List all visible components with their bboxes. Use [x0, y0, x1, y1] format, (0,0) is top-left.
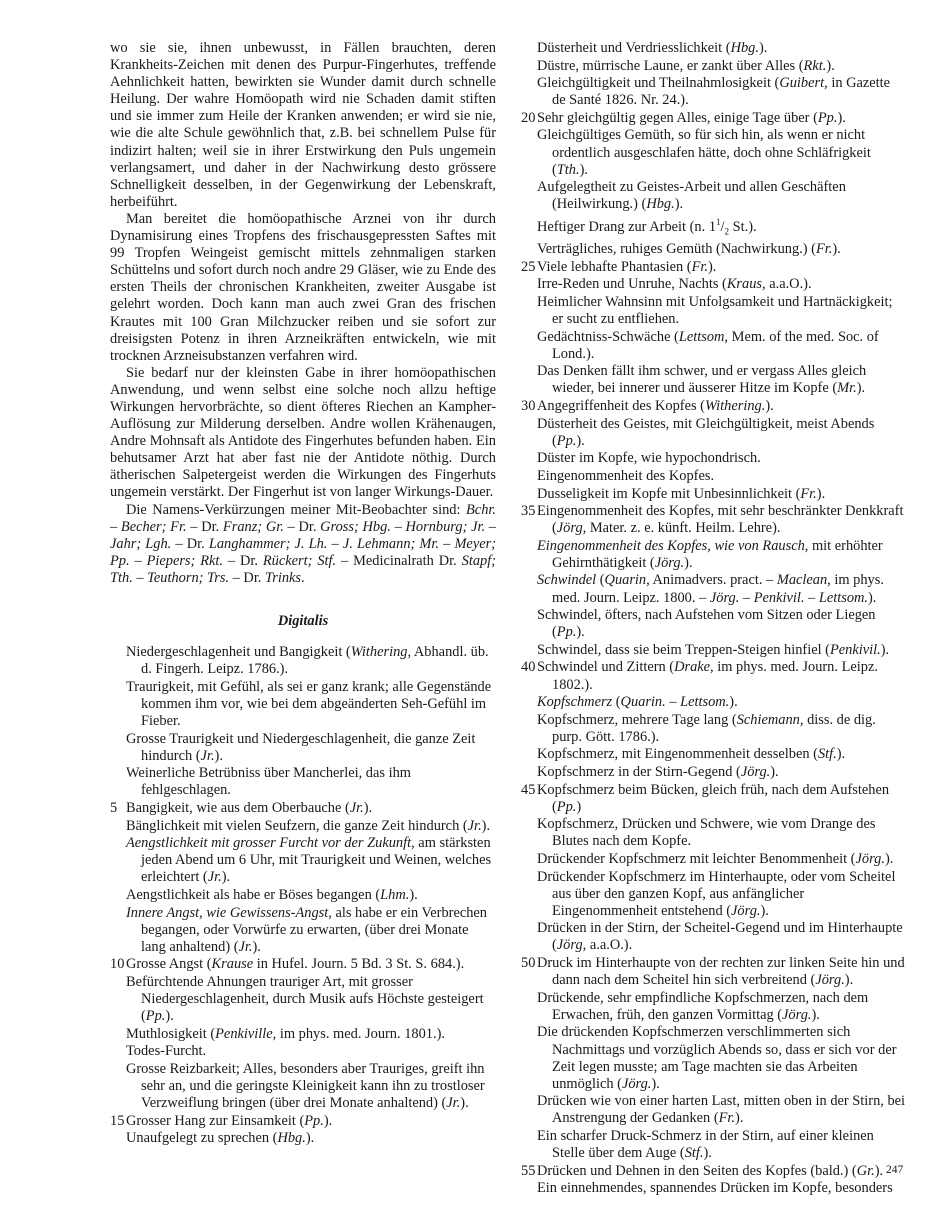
symptom-entry [521, 259, 906, 276]
symptom-text: Drücken und Dehnen in den Seiten des Kopfes (bald.) ( [537, 1162, 857, 1179]
symptom-text: Eingenommenheit des Kopfes. [537, 467, 715, 484]
symptom-text: Eingenommenheit des Kopfes, mit sehr beschränkter Denkkraft ( [537, 503, 904, 537]
symptom-entry [521, 503, 906, 537]
symptom-text: Jr. [207, 869, 222, 886]
symptom-entry [521, 329, 906, 363]
symptom-text: Irre-Reden und Unruhe, Nachts ( [537, 276, 727, 293]
symptom-entry [110, 1130, 496, 1147]
symptom-text: ). [363, 799, 373, 816]
symptom-text: Jr. [238, 938, 253, 955]
symptom-entry [110, 1026, 496, 1043]
symptom-entry [521, 990, 906, 1024]
symptom-entry [110, 835, 496, 886]
symptom-text: Jr. [200, 747, 215, 764]
symptom-entry [521, 363, 906, 397]
symptom-text: Kopfschmerz, Drücken und Schwere, wie vom Drange des Blutes nach dem Kopfe. [537, 816, 876, 850]
symptom-text: Schwindel, öfters, nach Aufstehen vom Sitzen oder Liegen ( [537, 607, 876, 641]
symptom-text: Druck im Hinterhaupte von der rechten zur linken Seite hin und dann nach dem Scheitel hin sich verbreitend ( [537, 955, 905, 989]
symptom-text: Pp. [817, 109, 838, 126]
symptom-text: ). [735, 1110, 744, 1127]
symptom-text: Aengstlichkeit als habe er Böses begangen ( [126, 886, 381, 903]
symptom-text: Jörg. [782, 1006, 812, 1023]
symptom-text: Kraus, [726, 276, 766, 293]
symptom-entry [521, 746, 906, 763]
symptom-text: Düsterheit und Verdriesslichkeit ( [537, 40, 731, 56]
symptom-entry [521, 241, 906, 258]
symptom-text: ). [703, 1145, 712, 1162]
symptom-text: Withering. [704, 398, 766, 415]
symptom-text: ). [651, 1075, 660, 1092]
intro-paragraph: wo sie sie, ihnen unbewusst, in Fällen brauchten, deren Krankheits-Zeichen mit denen des Purpur-Fingerhutes, treffende Aehnlichkeit hatten, bewirkten sie Wunder damit durch schnelle Heilung. Der wahre Homöopath wird nie Schaden damit stiften und sie immer zum Heile der Kranken anwenden; er wird sie nie, wie die alte Schule gewöhnlich that, z.B. bei schnellem Pulse für indizirt halten; weil sie in ihrer Erstwirkung den Puls ungemein verlangsamert, und daher in der Nachwirkung desto grössere Schnelligkeit desselben, in der Gegenwirkung der Lebenskraft, herbeiführt. [110, 40, 496, 210]
abbrev-text: – Dr. [283, 518, 321, 535]
symptom-text: , als habe er ein Verbrechen begangen, oder Vorwürfe zu erwarten, (über drei Monate lang anhaltend) ( [141, 904, 488, 955]
symptom-entry [521, 538, 906, 572]
right-column [521, 40, 906, 1198]
symptom-text: Niedergeschlagenheit und Bangigkeit ( [126, 644, 351, 661]
symptom-text: Pp. [145, 1008, 166, 1025]
symptom-entry [521, 659, 906, 693]
symptom-entry [521, 920, 906, 954]
symptom-text: Hbg. [277, 1130, 306, 1147]
symptom-text: Guibert, [779, 75, 828, 92]
symptom-text: ). [221, 869, 231, 886]
symptom-text: Drückender Kopfschmerz mit leichter Benommenheit ( [537, 850, 856, 867]
symptom-text: Gr. [856, 1162, 875, 1179]
symptom-entry [521, 468, 906, 485]
symptom-text: Jr. [349, 799, 364, 816]
symptom-entry [521, 1180, 906, 1197]
symptom-text: Hbg. [646, 196, 675, 213]
abbrev-text: . [301, 569, 305, 586]
symptom-entry [521, 40, 906, 57]
symptom-text: Kopfschmerz, mehrere Tage lang ( [537, 711, 737, 728]
symptom-entry [521, 607, 906, 641]
symptom-text: Schwindel [537, 572, 597, 589]
symptom-text: Heftiger Drang zur Arbeit (n. 1 [537, 218, 717, 235]
symptom-entry [521, 955, 906, 989]
symptom-text: Schiemann, [736, 711, 804, 728]
symptom-entry [110, 905, 496, 956]
symptom-text: ). [460, 1095, 469, 1112]
line-number: 55 [521, 1162, 536, 1179]
symptom-text: Kopfschmerz [537, 694, 613, 711]
symptom-text: Quarin. – Lettsom. [620, 694, 730, 711]
symptom-text: Fr. [691, 258, 708, 275]
symptom-text: Fr. [800, 485, 817, 502]
symptom-entry [521, 214, 906, 241]
symptom-text: Drückende, sehr empfindliche Kopfschmerzen, nach dem Erwachen, früh, den ganzen Vormittag ( [537, 989, 869, 1023]
symptom-text: ). [811, 1006, 820, 1023]
symptom-text: Mr. [837, 380, 857, 397]
symptom-text: Jr. [446, 1095, 461, 1112]
abbrev-text: – Dr. [186, 518, 223, 535]
symptom-entry [521, 869, 906, 920]
symptom-entry [521, 1093, 906, 1127]
line-number: 40 [521, 659, 536, 676]
symptom-entry [521, 294, 906, 328]
symptom-text: Jörg. [740, 764, 771, 781]
symptom-text: Mater. z. e. künft. Heilm. Lehre). [586, 520, 781, 537]
symptom-text: Jörg, [556, 937, 587, 954]
symptom-text: Kopfschmerz in der Stirn-Gegend ( [537, 764, 741, 781]
section-heading: Digitalis [277, 613, 329, 629]
symptom-text: ). [323, 1112, 333, 1129]
symptom-entry [110, 765, 496, 799]
symptom-text: Weinerliche Betrübniss über Mancherlei, das ihm fehlgeschlagen. [126, 765, 411, 799]
abbrev-text: – Medicinalrath Dr. [336, 552, 462, 569]
abbrev-text: Franz; Gr. [222, 518, 284, 535]
symptom-text: Todes-Furcht. [126, 1043, 207, 1060]
line-number: 35 [521, 503, 536, 520]
abbrev-text: Trinks [265, 569, 302, 586]
symptom-text: Pp. [304, 1112, 324, 1129]
symptom-text: Quarin, [604, 572, 650, 589]
left-column [110, 40, 496, 1148]
symptom-entry [521, 694, 906, 711]
symptom-entry [521, 1163, 906, 1180]
symptom-text: Viele lebhafte Phantasien ( [537, 258, 692, 275]
symptom-text: Düsterheit des Geistes, mit Gleichgültigkeit, meist Abends ( [537, 415, 875, 449]
symptom-text: Ein einnehmendes, spannendes Drücken im Kopfe, besonders [537, 1180, 893, 1197]
symptom-text: Hbg. [730, 40, 759, 56]
abbrev-text: – Dr. [171, 535, 209, 552]
symptom-text: Düstre, mürrische Laune, er zankt über Alles ( [537, 57, 804, 74]
symptom-entry [521, 110, 906, 127]
line-number: 10 [110, 956, 125, 973]
symptom-text: ). [481, 817, 491, 834]
symptom-text: Dusseligkeit im Kopfe mit Unbesinnlichkeit ( [537, 485, 801, 502]
symptom-text: Stf. [817, 746, 837, 763]
symptom-text: ). [880, 641, 890, 658]
symptom-text: ). [684, 554, 693, 571]
symptom-text: Eingenommenheit des Kopfes, wie von Rausch [537, 537, 805, 554]
symptom-entry [110, 1061, 496, 1112]
symptom-entry [521, 764, 906, 781]
symptom-entry [521, 1128, 906, 1162]
symptom-entry [521, 642, 906, 659]
symptom-text: ). [576, 624, 585, 641]
symptom-text: ). [674, 196, 684, 213]
symptom-entry [110, 974, 496, 1025]
symptom-text: ). [884, 850, 894, 867]
symptom-text: Schwindel, dass sie beim Treppen-Steigen hinfiel ( [537, 641, 830, 658]
symptom-text: a.a.O.). [765, 276, 812, 293]
symptom-entry [110, 800, 496, 817]
symptom-text: Jörg. [815, 972, 845, 989]
symptom-text: Angegriffenheit des Kopfes ( [537, 398, 705, 415]
symptom-text: Abhandl. üb. d. Fingerh. Leipz. 1786.). [141, 644, 489, 678]
symptom-text: Düster im Kopfe, wie hypochondrisch. [537, 450, 761, 467]
symptom-text: Drücken in der Stirn, der Scheitel-Gegend und im Hinterhaupte ( [537, 920, 903, 954]
symptom-entry [110, 956, 496, 973]
symptom-text: Withering, [350, 644, 412, 661]
symptom-text: Drake, [674, 659, 714, 676]
symptom-text: Grosse Traurigkeit und Niedergeschlagenheit, die ganze Zeit hindurch ( [126, 730, 476, 764]
line-number: 30 [521, 398, 536, 415]
symptom-text: Fr. [718, 1110, 736, 1127]
symptom-entry [521, 276, 906, 293]
symptom-text: Jörg. [621, 1075, 652, 1092]
abbrev-text: – Dr. [223, 552, 263, 569]
line-number: 5 [110, 799, 118, 816]
symptom-text: Lhm. [380, 886, 410, 903]
symptom-entry [521, 486, 906, 503]
symptom-text: Gleichgültiges Gemüth, so für sich hin, als wenn er nicht ordentlich ausgeschlafen hätte, doch ohne Schläfrigkeit ( [537, 127, 871, 178]
symptom-text: ). [868, 589, 877, 606]
line-number: 15 [110, 1112, 125, 1129]
symptom-text: ). [836, 746, 846, 763]
symptom-entry [110, 1113, 496, 1130]
symptom-text: ). [844, 972, 854, 989]
symptom-entry [521, 572, 906, 606]
abbrev-text: – Dr. [229, 569, 266, 586]
symptom-text: Heimlicher Wahnsinn mit Unfolgsamkeit und Hartnäckigkeit; er sucht zu entfliehen. [537, 293, 893, 328]
symptom-entry [521, 416, 906, 450]
page-number: 247 [886, 1164, 904, 1176]
symptom-text: Befürchtende Ahnungen trauriger Art, mit grosser Niedergeschlagenheit, durch Musik aufs Höchste gesteigert ( [126, 973, 484, 1025]
symptom-text: Bangigkeit, wie aus dem Oberbauche ( [126, 799, 350, 816]
symptom-text: Pp. [556, 624, 577, 641]
symptom-text: ). [409, 886, 418, 903]
line-number: 25 [521, 258, 536, 275]
symptom-text: Schwindel und Zittern ( [537, 659, 675, 676]
symptom-text: Grosser Hang zur Einsamkeit ( [126, 1112, 305, 1129]
symptom-text: ). [832, 241, 841, 258]
abbrev-text: Langhammer; J. Lh. – J. Lehmann; Mr. – Meyer; Pp. – Piepers; Rkt. [110, 535, 496, 569]
symptom-entry [521, 782, 906, 816]
symptom-text: Jörg. [731, 902, 761, 919]
symptom-text: Bänglichkeit mit vielen Seufzern, die ganze Zeit hindurch ( [126, 817, 468, 834]
symptom-text: Fr. [815, 241, 833, 258]
intro-paragraph: Sie bedarf nur der kleinsten Gabe in ihrer homöopathischen Anwendung, und wenn selbst eine solche noch allzu heftige Wirkungen hervorbrächte, so dient öfteres Riechen an Kampher-Auflösung zur Milderung derselben. Andre wollen Krähenaugen, Andre Mohnsaft als Antidote des Fingerhutes befunden haben. Ein behutsamer Arzt hat aber fast nie der Antidote nöthig. Durch ätherischen Salpetergeist werden die Wirkungen des Fingerhuts ungemein verstärkt. Der Fingerhut ist von langer Wirkungs-Dauer. [110, 364, 496, 501]
symptom-entry [521, 75, 906, 109]
symptom-text: Rkt. [803, 57, 827, 74]
symptom-entry [521, 127, 906, 178]
symptom-text: Unaufgelegt zu sprechen ( [126, 1130, 278, 1147]
line-number: 50 [521, 955, 536, 972]
line-number: 20 [521, 109, 536, 126]
abbrev-text: Stapf; Tth. – Teuthorn; Trs. [110, 552, 496, 586]
symptom-text: in Gazette de Santé 1826. Nr. 24.). [552, 75, 891, 109]
symptom-text: Grosse Reizbarkeit; Alles, besonders aber Trauriges, greift ihn sehr an, und die geringste Kleinigkeit kann ihn zu trostloser Verzweiflung bringen (über drei Monate anhaltend) ( [126, 1060, 485, 1112]
abbrev-text: Gross; Hbg. – Hornburg; Jr. – Jahr; Lgh. [110, 518, 496, 552]
symptom-text: Das Denken fällt ihm schwer, und er vergass Alles gleich wieder, bei innerer und äusserer Hitze im Kopfe ( [537, 363, 867, 397]
symptom-text: im phys. med. Journ. 1801.). [276, 1025, 445, 1042]
symptom-text: ). [758, 40, 768, 56]
line-number: 45 [521, 781, 536, 798]
symptom-text: Animadvers. pract. – [649, 572, 777, 589]
symptom-text: ). [252, 938, 261, 955]
symptom-text: Tth. [556, 161, 580, 178]
symptom-text: ). [305, 1130, 315, 1147]
symptom-text: Innere Angst, wie Gewissens-Angst [126, 904, 329, 921]
symptom-text: Jörg, [556, 520, 587, 537]
symptom-text: Penkiville, [215, 1025, 277, 1042]
symptom-text: Maclean, [776, 572, 831, 589]
symptom-text: a.a.O.). [586, 937, 633, 954]
symptom-text: ) [576, 798, 582, 815]
symptom-entry [110, 731, 496, 765]
symptom-text: ). [579, 161, 588, 178]
symptom-entry [521, 58, 906, 75]
symptom-text: Pp. [556, 798, 577, 815]
symptom-text: diss. de dig. purp. Gött. 1786.). [552, 711, 876, 745]
symptom-text: Mem. of the med. Soc. of Lond.). [552, 328, 879, 362]
symptom-text: Pp. [556, 432, 577, 449]
symptom-entry [110, 679, 496, 730]
symptom-text: Stf. [684, 1145, 704, 1162]
symptom-text: ). [826, 57, 835, 74]
symptom-text: ). [214, 747, 223, 764]
symptom-text: Jörg. [855, 850, 885, 867]
symptom-text: Jr. [467, 817, 482, 834]
symptom-text: Grosse Angst ( [126, 956, 212, 973]
intro-paragraph: Man bereitet die homöopathische Arznei von ihr durch Dynamisirung eines Tropfens des frischausgepressten Saftes mit 99 Tropfen Weingeist gemischt mittels zehnmaligen starken Schüttelns und sofort durch noch andre 29 Gläser, wie zu Ende des ersten Theils der chronischen Krankheiten, zweiter Ausgabe ist gelehrt worden. Doch kann man auch zwei Gran des frischen Krautes mit 100 Gran Milchzucker reiben und sie sofort zur dreisigsten Potenz in ihren Arzneikräften entwickeln, wie mit trocknen Arzneisubstanzen verfahren wird. [110, 210, 496, 364]
abbreviations-paragraph [110, 502, 496, 587]
symptom-entry [521, 398, 906, 415]
symptom-text: ( [612, 694, 621, 711]
symptom-text: / [720, 218, 725, 235]
symptom-text: Aengstlichkeit mit grosser Furcht vor der Zukunft [126, 835, 412, 852]
symptom-text: ). [765, 398, 774, 415]
symptom-list-left [110, 644, 496, 1147]
symptom-list-right [521, 40, 906, 1197]
symptom-text: ). [729, 694, 738, 711]
symptom-text: 2 [724, 226, 730, 237]
symptom-text: 1 [716, 216, 721, 227]
symptom-text: ( [596, 572, 605, 589]
symptom-text: ). [816, 485, 826, 502]
symptom-text: ). [165, 1008, 174, 1025]
symptom-text: St.). [729, 218, 757, 235]
symptom-text: Jörg. – Penkivil. – Lettsom. [709, 589, 869, 606]
symptom-entry [521, 712, 906, 746]
symptom-entry [521, 450, 906, 467]
symptom-text: ). [856, 380, 866, 397]
symptom-text: Drückender Kopfschmerz im Hinterhaupte, oder vom Scheitel aus über den ganzen Kopf, aus anfänglicher Eingenommenheit entstehend ( [537, 868, 896, 919]
symptom-text: Aufgelegtheit zu Geistes-Arbeit und allen Geschäften (Heilwirkung.) ( [537, 179, 846, 213]
symptom-text: Kopfschmerz beim Bücken, gleich früh, nach dem Aufstehen ( [537, 781, 890, 815]
symptom-entry [521, 1024, 906, 1092]
symptom-text: im phys. med. Journ. Leipz. 1800. – [552, 572, 884, 606]
symptom-text: Muthlosigkeit ( [126, 1025, 216, 1042]
symptom-text: Drücken wie von einer harten Last, mitten oben in der Stirn, bei Anstrengung der Gedanken ( [537, 1093, 906, 1127]
symptom-entry [110, 818, 496, 835]
symptom-text: Traurigkeit, mit Gefühl, als sei er ganz krank; alle Gegenstände kommen ihm vor, wie bei dem abgeänderten Seh-Gefühl im Fieber. [126, 678, 492, 729]
symptom-text: ). [576, 432, 585, 449]
symptom-text: Penkivil. [829, 641, 881, 658]
symptom-entry [521, 179, 906, 213]
symptom-text: Die drückenden Kopfschmerzen verschlimmerten sich Nachmittags und vorzüglich Abends so, dass er sich vor der Zeit legen musste; am Tage machten sie das Arbeiten unmöglich ( [537, 1024, 897, 1092]
symptom-text: ). [770, 764, 779, 781]
symptom-text: in Hufel. Journ. 5 Bd. 3 St. S. 684.). [253, 956, 465, 973]
symptom-text: Gedächtniss-Schwäche ( [537, 328, 679, 345]
symptom-text: Gleichgültigkeit und Theilnahmlosigkeit ( [537, 75, 780, 92]
symptom-text: Ein scharfer Druck-Schmerz in der Stirn, auf einer kleinen Stelle über dem Auge ( [537, 1127, 874, 1162]
symptom-text: im phys. med. Journ. Leipz. 1802.). [552, 659, 878, 693]
symptom-text: Kopfschmerz, mit Eingenommenheit desselben ( [537, 746, 818, 763]
symptom-text: , mit erhöhter Gehirnthätigkeit ( [552, 537, 883, 571]
symptom-text: ). [760, 902, 769, 919]
symptom-entry [110, 1043, 496, 1060]
symptom-text: Krause [211, 956, 254, 973]
symptom-text: Jörg. [654, 554, 685, 571]
abbrev-text: Rückert; Stf. [262, 552, 337, 569]
symptom-text: , am stärksten jeden Abend um 6 Uhr, mit Traurigkeit und Weinen, welches erleichtert ( [141, 835, 492, 886]
symptom-entry [110, 644, 496, 678]
symptom-text: Lettsom, [678, 328, 729, 345]
symptom-text: Verträgliches, ruhiges Gemüth (Nachwirkung.) ( [537, 241, 816, 258]
symptom-text: Sehr gleichgültig gegen Alles, einige Tage über ( [537, 109, 818, 126]
symptom-text: ). [707, 258, 717, 275]
symptom-entry [110, 887, 496, 904]
symptom-entry [521, 816, 906, 850]
abbrev-text: Bchr. – Becher; Fr. [110, 501, 496, 535]
symptom-text: ). [837, 109, 846, 126]
symptom-text: ). [874, 1162, 884, 1179]
abbreviations-lead: Die Namens-Verkürzungen meiner Mit-Beobachter sind: [126, 501, 461, 518]
symptom-entry [521, 851, 906, 868]
